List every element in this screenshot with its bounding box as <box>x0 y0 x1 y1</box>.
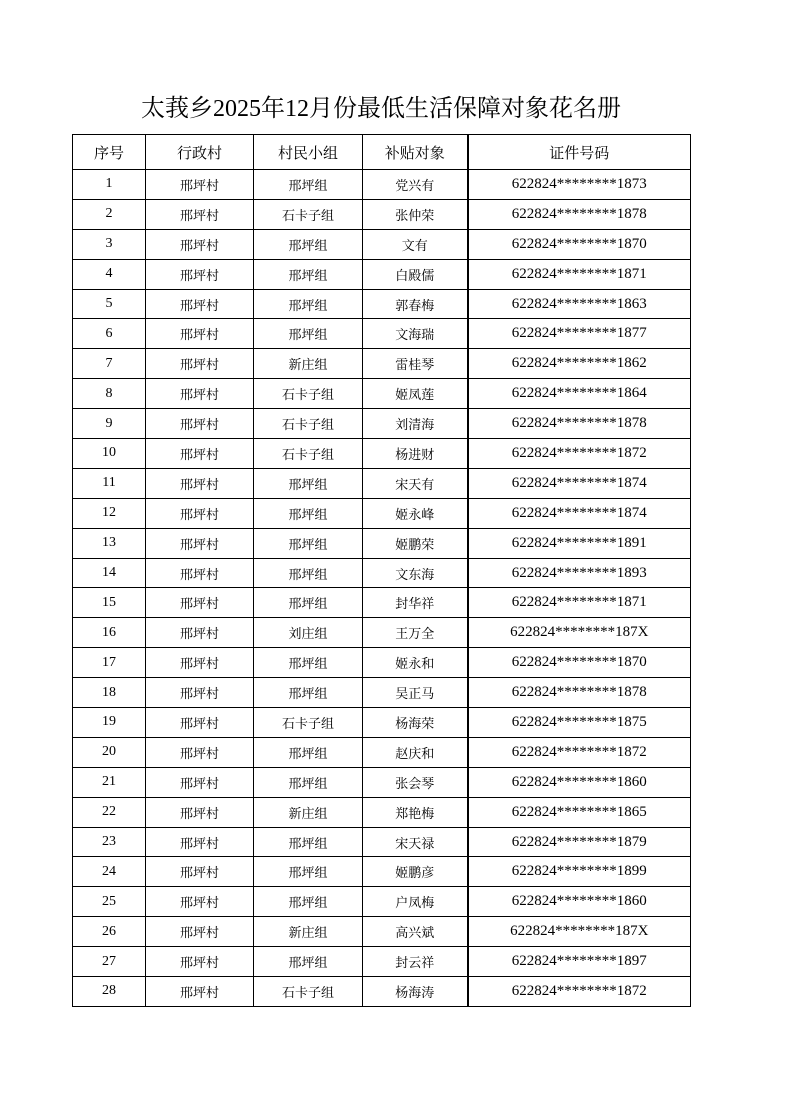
cell-village: 邢坪村 <box>146 767 254 797</box>
cell-group: 石卡子组 <box>254 199 363 229</box>
cell-name: 党兴有 <box>363 170 468 200</box>
cell-group: 邢坪组 <box>254 229 363 259</box>
cell-name: 文有 <box>363 229 468 259</box>
table-row <box>73 618 691 648</box>
cell-group: 邢坪组 <box>254 648 363 678</box>
cell-id-number: 622824********1871 <box>468 588 691 618</box>
cell-group: 邢坪组 <box>254 947 363 977</box>
cell-group: 邢坪组 <box>254 588 363 618</box>
cell-seq: 9 <box>73 409 146 439</box>
cell-seq: 7 <box>73 349 146 379</box>
cell-seq: 27 <box>73 947 146 977</box>
table-row <box>73 349 691 379</box>
table-row <box>73 857 691 887</box>
cell-group: 邢坪组 <box>254 170 363 200</box>
cell-seq: 19 <box>73 708 146 738</box>
cell-name: 杨海荣 <box>363 708 468 738</box>
cell-id-number: 622824********1872 <box>468 439 691 469</box>
table-row <box>73 588 691 618</box>
cell-seq: 21 <box>73 767 146 797</box>
cell-village: 邢坪村 <box>146 917 254 947</box>
cell-seq: 13 <box>73 528 146 558</box>
cell-name: 雷桂琴 <box>363 349 468 379</box>
header-name: 补贴对象 <box>363 135 468 170</box>
cell-village: 邢坪村 <box>146 678 254 708</box>
table-row <box>73 199 691 229</box>
cell-seq: 23 <box>73 827 146 857</box>
header-village: 行政村 <box>146 135 254 170</box>
table-row <box>73 708 691 738</box>
cell-group: 邢坪组 <box>254 678 363 708</box>
header-row <box>73 135 691 170</box>
cell-village: 邢坪村 <box>146 229 254 259</box>
cell-id-number: 622824********1870 <box>468 229 691 259</box>
cell-name: 姬鹏彦 <box>363 857 468 887</box>
cell-id-number: 622824********1864 <box>468 379 691 409</box>
table-header <box>73 135 691 170</box>
cell-name: 刘清海 <box>363 409 468 439</box>
cell-id-number: 622824********1873 <box>468 170 691 200</box>
cell-id-number: 622824********1862 <box>468 349 691 379</box>
cell-village: 邢坪村 <box>146 319 254 349</box>
cell-seq: 26 <box>73 917 146 947</box>
header-id-number: 证件号码 <box>468 135 691 170</box>
cell-name: 姬永峰 <box>363 498 468 528</box>
cell-group: 邢坪组 <box>254 767 363 797</box>
cell-id-number: 622824********1893 <box>468 558 691 588</box>
cell-id-number: 622824********1897 <box>468 947 691 977</box>
cell-seq: 22 <box>73 797 146 827</box>
cell-id-number: 622824********1899 <box>468 857 691 887</box>
cell-village: 邢坪村 <box>146 857 254 887</box>
cell-seq: 16 <box>73 618 146 648</box>
header-group: 村民小组 <box>254 135 363 170</box>
table-row <box>73 947 691 977</box>
cell-group: 石卡子组 <box>254 379 363 409</box>
table-row <box>73 528 691 558</box>
cell-id-number: 622824********1878 <box>468 409 691 439</box>
cell-name: 姬鹏荣 <box>363 528 468 558</box>
cell-seq: 24 <box>73 857 146 887</box>
table-row <box>73 409 691 439</box>
cell-village: 邢坪村 <box>146 708 254 738</box>
cell-seq: 11 <box>73 468 146 498</box>
cell-village: 邢坪村 <box>146 827 254 857</box>
cell-id-number: 622824********1877 <box>468 319 691 349</box>
cell-group: 新庄组 <box>254 917 363 947</box>
cell-id-number: 622824********1879 <box>468 827 691 857</box>
table-row <box>73 767 691 797</box>
cell-group: 邢坪组 <box>254 468 363 498</box>
cell-name: 杨进财 <box>363 439 468 469</box>
table-row <box>73 259 691 289</box>
cell-name: 张会琴 <box>363 767 468 797</box>
cell-seq: 8 <box>73 379 146 409</box>
cell-name: 高兴斌 <box>363 917 468 947</box>
cell-group: 邢坪组 <box>254 319 363 349</box>
cell-village: 邢坪村 <box>146 349 254 379</box>
cell-group: 邢坪组 <box>254 259 363 289</box>
cell-name: 宋天禄 <box>363 827 468 857</box>
cell-group: 新庄组 <box>254 797 363 827</box>
cell-village: 邢坪村 <box>146 648 254 678</box>
cell-seq: 18 <box>73 678 146 708</box>
cell-name: 郑艳梅 <box>363 797 468 827</box>
table-row <box>73 468 691 498</box>
cell-village: 邢坪村 <box>146 737 254 767</box>
cell-name: 白殿儒 <box>363 259 468 289</box>
roster-table <box>72 134 691 1007</box>
cell-id-number: 622824********187X <box>468 618 691 648</box>
cell-id-number: 622824********1875 <box>468 708 691 738</box>
table-row <box>73 917 691 947</box>
cell-id-number: 622824********1878 <box>468 199 691 229</box>
table-row <box>73 289 691 319</box>
table-row <box>73 648 691 678</box>
cell-seq: 2 <box>73 199 146 229</box>
cell-seq: 20 <box>73 737 146 767</box>
table-row <box>73 498 691 528</box>
cell-name: 文东海 <box>363 558 468 588</box>
cell-name: 文海瑞 <box>363 319 468 349</box>
cell-id-number: 622824********1891 <box>468 528 691 558</box>
table-row <box>73 229 691 259</box>
cell-village: 邢坪村 <box>146 618 254 648</box>
cell-name: 赵庆和 <box>363 737 468 767</box>
cell-name: 宋天有 <box>363 468 468 498</box>
table-row <box>73 558 691 588</box>
cell-name: 封华祥 <box>363 588 468 618</box>
table-row <box>73 319 691 349</box>
cell-group: 邢坪组 <box>254 887 363 917</box>
cell-name: 郭春梅 <box>363 289 468 319</box>
table-row <box>73 170 691 200</box>
cell-name: 姬凤莲 <box>363 379 468 409</box>
cell-id-number: 622824********1863 <box>468 289 691 319</box>
cell-id-number: 622824********1870 <box>468 648 691 678</box>
cell-id-number: 622824********1872 <box>468 977 691 1007</box>
cell-village: 邢坪村 <box>146 379 254 409</box>
table-row <box>73 379 691 409</box>
cell-village: 邢坪村 <box>146 259 254 289</box>
table-row <box>73 737 691 767</box>
cell-seq: 17 <box>73 648 146 678</box>
cell-group: 新庄组 <box>254 349 363 379</box>
cell-group: 石卡子组 <box>254 409 363 439</box>
table-row <box>73 977 691 1007</box>
cell-id-number: 622824********1874 <box>468 498 691 528</box>
cell-village: 邢坪村 <box>146 199 254 229</box>
cell-id-number: 622824********1872 <box>468 737 691 767</box>
table-row <box>73 827 691 857</box>
document-title: 太莪乡2025年12月份最低生活保障对象花名册 <box>141 96 621 122</box>
cell-name: 封云祥 <box>363 947 468 977</box>
cell-seq: 15 <box>73 588 146 618</box>
cell-village: 邢坪村 <box>146 289 254 319</box>
table-body <box>73 170 691 1007</box>
cell-group: 石卡子组 <box>254 708 363 738</box>
cell-name: 王万全 <box>363 618 468 648</box>
cell-group: 邢坪组 <box>254 857 363 887</box>
cell-seq: 28 <box>73 977 146 1007</box>
table-row <box>73 678 691 708</box>
cell-name: 杨海涛 <box>363 977 468 1007</box>
cell-group: 邢坪组 <box>254 498 363 528</box>
cell-name: 张仲荣 <box>363 199 468 229</box>
cell-seq: 10 <box>73 439 146 469</box>
cell-seq: 4 <box>73 259 146 289</box>
cell-id-number: 622824********1871 <box>468 259 691 289</box>
cell-id-number: 622824********1860 <box>468 767 691 797</box>
cell-group: 邢坪组 <box>254 289 363 319</box>
cell-village: 邢坪村 <box>146 558 254 588</box>
cell-group: 刘庄组 <box>254 618 363 648</box>
cell-village: 邢坪村 <box>146 439 254 469</box>
cell-village: 邢坪村 <box>146 468 254 498</box>
cell-name: 吴正马 <box>363 678 468 708</box>
cell-group: 石卡子组 <box>254 439 363 469</box>
cell-group: 石卡子组 <box>254 977 363 1007</box>
cell-id-number: 622824********187X <box>468 917 691 947</box>
header-seq: 序号 <box>73 135 146 170</box>
cell-id-number: 622824********1874 <box>468 468 691 498</box>
cell-village: 邢坪村 <box>146 498 254 528</box>
cell-village: 邢坪村 <box>146 977 254 1007</box>
table-row <box>73 887 691 917</box>
cell-id-number: 622824********1865 <box>468 797 691 827</box>
cell-seq: 25 <box>73 887 146 917</box>
cell-village: 邢坪村 <box>146 797 254 827</box>
cell-village: 邢坪村 <box>146 170 254 200</box>
cell-village: 邢坪村 <box>146 528 254 558</box>
cell-village: 邢坪村 <box>146 947 254 977</box>
cell-name: 姬永和 <box>363 648 468 678</box>
cell-seq: 3 <box>73 229 146 259</box>
cell-name: 户凤梅 <box>363 887 468 917</box>
cell-seq: 5 <box>73 289 146 319</box>
cell-village: 邢坪村 <box>146 409 254 439</box>
table-row <box>73 439 691 469</box>
cell-seq: 6 <box>73 319 146 349</box>
cell-seq: 14 <box>73 558 146 588</box>
cell-seq: 12 <box>73 498 146 528</box>
cell-group: 邢坪组 <box>254 528 363 558</box>
cell-group: 邢坪组 <box>254 737 363 767</box>
cell-id-number: 622824********1860 <box>468 887 691 917</box>
cell-id-number: 622824********1878 <box>468 678 691 708</box>
cell-group: 邢坪组 <box>254 827 363 857</box>
cell-seq: 1 <box>73 170 146 200</box>
cell-village: 邢坪村 <box>146 588 254 618</box>
cell-group: 邢坪组 <box>254 558 363 588</box>
cell-village: 邢坪村 <box>146 887 254 917</box>
table-row <box>73 797 691 827</box>
